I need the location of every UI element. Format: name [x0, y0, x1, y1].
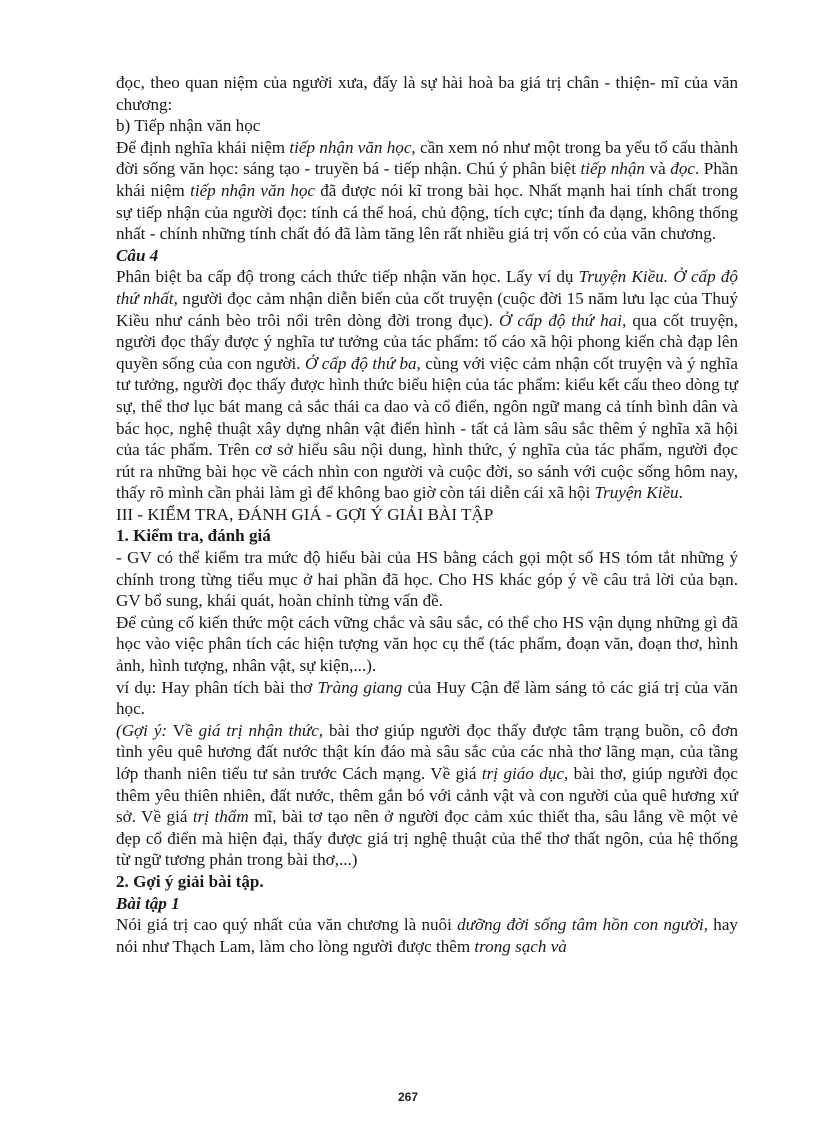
italic-text: Truyện Kiều: [594, 483, 679, 503]
text: cùng với việc cảm nhận cốt truyện và ý nghĩa tư tưởng, người đọc thấy được hình thức biểu hiện của tác phẩm: kiểu kết cấu theo dòng tự sự, thể thơ lục bát mang cả sắc thái ca dao và cổ điển, ngôn ngữ mang cả tính bình dân và bác học, nghệ thuật xây dựng nhân vật điển hình - tất cả làm sâu sắc thêm ý nghĩa xã hội của tác phẩm. Trên cơ sở hiểu sâu nội dung, hình thức, ý nghĩa của tác phẩm, người đọc rút ra những bài học về cách nhìn con người và cuộc đời, so sánh với cuộc sống hôm nay, thấy rõ mình cần phải làm gì để không bao giờ còn tái diễn cái xã hội: [116, 353, 739, 503]
text: người đọc cảm nhận diễn biến của cốt truyện (cuộc đời 15 năm lưu lạc của Thuý Kiều như cánh bèo trôi nổi trên dòng đời trong đục).: [116, 288, 738, 330]
heading-bai-tap-1: Bài tập 1: [116, 893, 180, 913]
paragraph: đọc, theo quan niệm của người xưa, đấy là sự hài hoà ba giá trị chân - thiện- mĩ của văn chương:: [116, 73, 738, 114]
italic-text: dưỡng đời sống tâm hồn con người,: [457, 915, 709, 935]
text: bài thơ giúp người đọc thấy được tâm trạng buồn, cô đơn tình yêu quê hương đất nước thật kín đáo mà sâu sắc của các nhà thơ lãng mạn, của tầng lớp thanh niên tiểu tư sản trước Cách mạng. Về giá: [116, 720, 738, 783]
paragraph: [116, 137, 738, 245]
text: Phân biệt ba cấp độ trong cách thức tiếp nhận văn học. Lấy ví dụ: [116, 267, 579, 287]
italic-text: đọc: [670, 159, 695, 179]
text: qua cốt truyện, người đọc thấy được ý nghĩa tư tưởng của tác phẩm: tố cáo xã hội phong kiến chà đạp lên quyền sống của con người.: [116, 310, 739, 373]
text: Nói giá trị cao quý nhất của văn chương là nuôi: [116, 915, 458, 935]
text: Để định nghĩa khái niệm: [116, 137, 290, 157]
section-heading: III - KIỂM TRA, ĐÁNH GIÁ - GỢI Ý GIẢI BÀI TẬP: [116, 504, 494, 524]
italic-text: (Gợi ý:: [116, 720, 168, 740]
text: và: [644, 159, 671, 179]
italic-text: Ở cấp độ thứ ba,: [305, 353, 421, 373]
text: của Huy Cận để làm sáng tỏ các giá trị của văn học.: [116, 677, 738, 719]
italic-text: trị giáo dục,: [481, 764, 569, 783]
heading-cau-4: Câu 4: [116, 245, 159, 265]
text: cần xem nó như một trong ba yếu tố cấu thành đời sống văn học: sáng tạo - truyền bá - tiếp nhận. Chú ý phân biệt: [116, 137, 739, 179]
text: . Phần khái niệm: [116, 159, 738, 200]
italic-text: giá trị nhận thức,: [198, 720, 324, 740]
text: Về: [167, 720, 199, 740]
heading-kiem-tra: 1. Kiểm tra, đánh giá: [116, 526, 271, 546]
text: mĩ, bài tơ tạo nên ở người đọc cảm xúc thiết tha, sâu lắng về một vẻ đẹp cổ điển mà hiện đại, thấy được giá trị nghệ thuật của thể thơ thất ngôn, của hệ thống từ ngữ tương phản trong bài thơ,...): [116, 807, 738, 870]
text: ví dụ: Hay phân tích bài thơ: [116, 677, 318, 697]
italic-text: trong sạch và: [474, 936, 567, 956]
paragraph: - GV có thể kiểm tra mức độ hiểu bài của HS bằng cách gọi một số HS tóm tắt những ý chính trong từng tiểu mục ở hai phần đã học. Cho HS khác góp ý về câu trả lời của bạn. GV bổ sung, khái quát, hoàn chỉnh từng vấn đề.: [116, 548, 738, 611]
paragraph: [116, 266, 738, 504]
paragraph: [116, 677, 738, 720]
text: đã được nói kĩ trong bài học. Nhất mạnh hai tính chất trong sự tiếp nhận của người đọc: tính cá thể hoá, chủ động, tích cực; tính đa dạng, không thống nhất - chính những tính chất đó đã làm tăng lên rất nhiều giá trị vốn có của văn chương.: [116, 180, 738, 244]
italic-text: tiếp nhận văn học,: [289, 137, 416, 157]
text: .: [678, 483, 683, 503]
italic-text: tiếp nhận văn học: [190, 180, 315, 200]
italic-text: Ở cấp độ thứ nhất,: [116, 267, 738, 308]
paragraph: Để củng cố kiến thức một cách vững chắc và sâu sắc, có thể cho HS vận dụng những gì đã học vào việc phân tích các hiện tượng văn học cụ thể (tác phẩm, đoạn văn, đoạn thơ, hình ảnh, hình tượng, nhân vật, sự kiện,...).: [116, 612, 738, 676]
text: bài thơ, giúp người đọc thêm yêu thiên nhiên, đất nước, thêm gắn bó với cảnh vật và con người của quê hương xứ sở. Về giá: [116, 764, 738, 827]
subheading-b: b) Tiếp nhận văn học: [116, 116, 261, 136]
heading-goi-y: 2. Gợi ý giải bài tập.: [116, 871, 264, 891]
italic-text: Tràng giang: [317, 677, 403, 697]
paragraph: [116, 914, 738, 957]
italic-text: Truyện Kiều.: [578, 267, 669, 287]
document-body: [116, 72, 738, 957]
italic-text: Ở cấp độ thứ hai,: [498, 310, 627, 330]
text: hay nói như Thạch Lam, làm cho lòng người được thêm: [116, 915, 738, 956]
italic-text: tiếp nhận: [580, 159, 645, 179]
italic-text: trị thẩm: [192, 807, 249, 827]
paragraph: [116, 720, 738, 871]
page-number: 267: [397, 1090, 419, 1104]
